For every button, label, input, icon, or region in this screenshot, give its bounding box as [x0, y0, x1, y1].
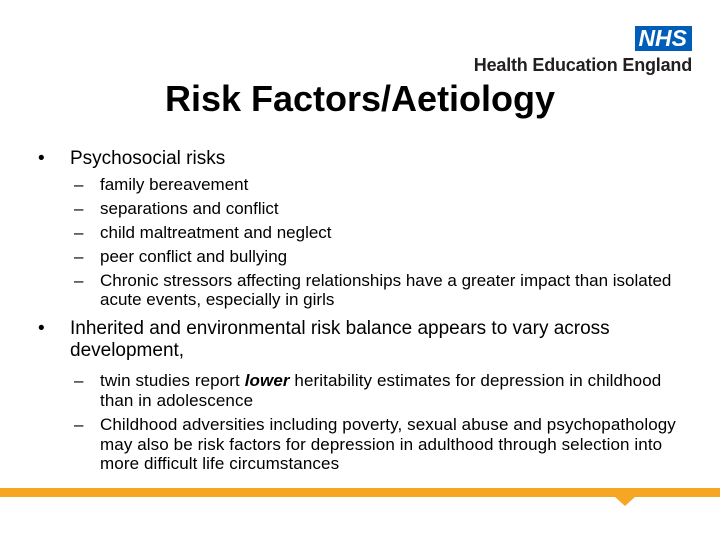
sub-bullet-separations [38, 199, 678, 219]
slide-title: Risk Factors/Aetiology [164, 78, 556, 119]
bullet-text: Inherited and environmental risk balance appears to vary across development, [70, 318, 610, 361]
sub-bullet-text: peer conflict and bullying [100, 247, 288, 266]
dash-marker: – [74, 371, 84, 390]
sub-bullet-text: separations and conflict [100, 199, 279, 218]
bullet-psychosocial [38, 148, 678, 169]
bullet-marker: • [38, 318, 45, 339]
sub-bullet-text: Chronic stressors affecting relationships have a greater impact than isolated acute events, especially in girls [100, 271, 672, 309]
sub-bullet-text: Childhood adversities including poverty, sexual abuse and psychopathology may also be risk factors for depression in adulthood through selection into more difficult life circumstances [100, 415, 676, 473]
sub-bullet-bereavement [38, 175, 678, 195]
dash-marker: – [74, 223, 84, 242]
sub-bullet-text: family bereavement [100, 175, 249, 194]
dash-marker: – [74, 199, 84, 218]
sub-bullet-text-before: twin studies report [100, 371, 245, 390]
bullet-marker: • [38, 148, 45, 169]
dash-marker: – [74, 271, 84, 290]
sub-bullet-chronic-stressors [38, 271, 678, 309]
dash-marker: – [74, 415, 84, 434]
sub-bullet-maltreatment [38, 223, 678, 243]
footer-notch [614, 496, 636, 506]
sub-bullet-text: child maltreatment and neglect [100, 223, 332, 242]
bullet-inherited-environmental [38, 318, 678, 362]
sub-bullet-text-after: heritability estimates for depression in childhood than in adolescence [100, 371, 662, 410]
dash-marker: – [74, 247, 84, 266]
dash-marker: – [74, 175, 84, 194]
organisation-name: Health Education England [473, 55, 692, 75]
slide-body [38, 148, 678, 474]
sub-bullet-childhood-adversities [38, 415, 678, 474]
nhs-logo [474, 26, 692, 76]
sub-bullet-peer-conflict [38, 247, 678, 267]
nhs-badge: NHS [635, 26, 692, 51]
footer-bar [0, 488, 720, 497]
sub-bullet-twin-studies [38, 371, 678, 410]
bullet-text: Psychosocial risks [70, 148, 226, 169]
emphasis-word: lower [244, 371, 290, 390]
